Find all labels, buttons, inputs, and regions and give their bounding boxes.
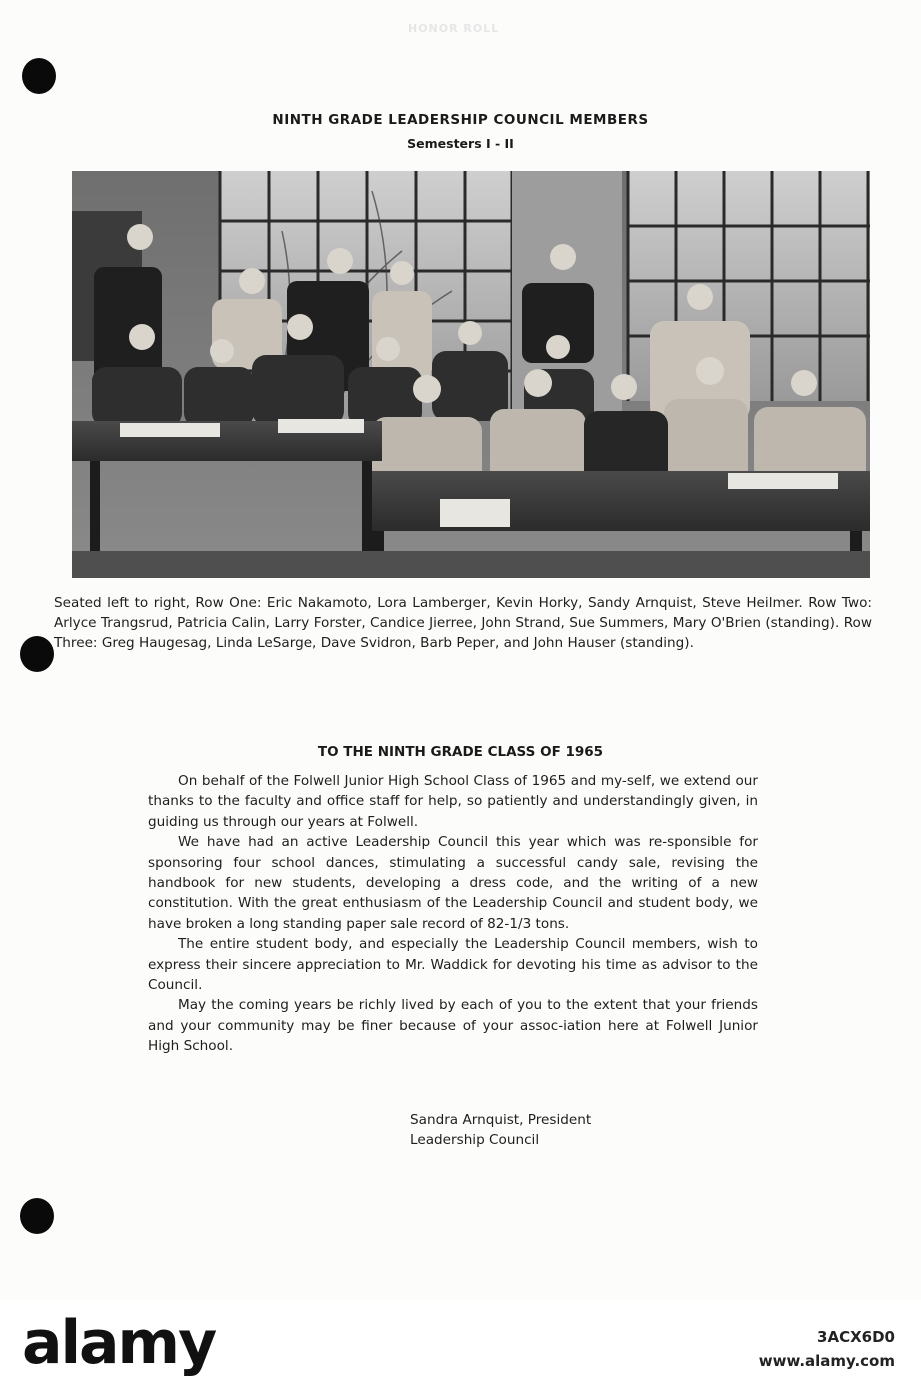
site-url: www.alamy.com (758, 1352, 895, 1370)
signature-name: Sandra Arnquist, President (410, 1112, 592, 1128)
letter-body (148, 771, 758, 1057)
running-head-ghost: HONOR ROLL (408, 22, 500, 35)
letter-signature (410, 1110, 591, 1151)
page-title: NINTH GRADE LEADERSHIP COUNCIL MEMBERS (272, 112, 649, 128)
punch-hole-middle (20, 636, 54, 672)
punch-hole-top (22, 58, 56, 94)
image-id: 3ACX6D0 (817, 1328, 895, 1346)
photo-caption: Seated left to right, Row One: Eric Nakamoto, Lora Lamberger, Kevin Horky, Sandy Arnquist, Steve Heilmer. Row Two: Arlyce Trangsrud, Patricia Calin, Larry Forster, Candice Jierree, John Strand, Sue Summers, Mary O'Brien (standing). Row Three: Greg Haugesag, Linda LeSarge, Dave Svidron, Barb Peper, and John Hauser (standing). (54, 595, 872, 651)
letter-paragraph: May the coming years be richly lived by each of you to the extent that your friends and your community may be finer because of your assoc-iation here at Folwell Junior High School. (148, 997, 758, 1055)
letter-paragraph: The entire student body, and especially the Leadership Council members, wish to express their sincere appreciation to Mr. Waddick for devoting his time as advisor to the Council. (148, 936, 758, 994)
letter-paragraph: We have had an active Leadership Council this year which was re-sponsible for sponsoring four school dances, stimulating a successful candy sale, revising the handbook for new students, developing a dress code, and the writing of a new constitution. With the great enthusiasm of the Leadership Council and student body, we have broken a long standing paper sale record of 82-1/3 tons. (148, 834, 758, 932)
letter-title: TO THE NINTH GRADE CLASS OF 1965 (317, 744, 604, 760)
alamy-logo: alamy (22, 1308, 216, 1378)
page-subtitle: Semesters I - II (407, 136, 514, 151)
punch-hole-bottom (20, 1198, 54, 1234)
stock-footer (0, 1300, 921, 1390)
letter-paragraph: On behalf of the Folwell Junior High School Class of 1965 and my-self, we extend our thanks to the faculty and office staff for help, so patiently and understandingly given, in guiding us through our years at Folwell. (148, 773, 758, 830)
council-group-photo (72, 171, 870, 578)
signature-org: Leadership Council (410, 1132, 540, 1149)
